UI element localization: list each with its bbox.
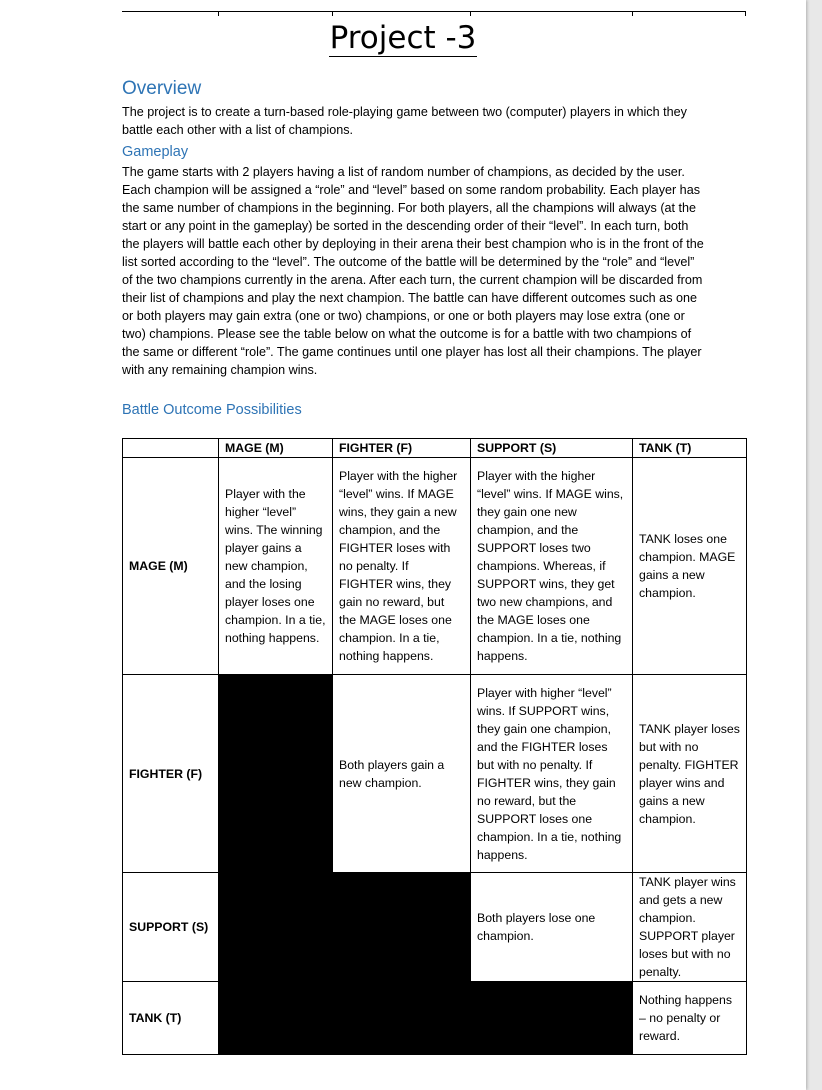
table-row-support [123,873,747,982]
table-header-row [123,439,747,458]
cell-tank-vs-mage-blank [219,982,333,1055]
document-title [0,18,806,58]
cell-support-vs-fighter-blank [333,873,471,982]
cell-mage-vs-mage: Player with the higher “level” wins. The winning player gains a new champion, and the losing player loses one champion. In a tie, nothing happens. [219,458,333,675]
gameplay-heading: Gameplay [122,144,189,160]
cell-mage-vs-tank: TANK loses one champion. MAGE gains a new champion. [633,458,747,675]
table-row-mage [123,458,747,675]
cell-fighter-vs-mage-blank [219,675,333,873]
cell-support-vs-support: Both players lose one champion. [471,873,633,982]
battle-outcome-table [122,438,747,1055]
cell-fighter-vs-fighter: Both players gain a new champion. [333,675,471,873]
row-header-tank: TANK (T) [123,982,219,1055]
column-header-support: SUPPORT (S) [471,439,633,458]
gameplay-paragraph: The game starts with 2 players having a list of random number of champions, as decided by the user. Each champion will be assigned a “role” and “level” based on some random probability. Each player has the same number of champions in the beginning. For both players, all the champions will always (at the start or any point in the gameplay) be sorted in the descending order of their “level”. In each turn, both the players will battle each other by deploying in their arena their best champion who is in the front of the list sorted according to the “level”. The outcome of the battle will be determined by the “role” and “level” of the two champions currently in the arena. After each turn, the current champion will be discarded from their list of champions and play the next champion. The battle can have different outcomes such as one or both players may gain extra (one or two) champions, or one or both players may lose extra (one or two) champions. Please see the table below on what the outcome is for a battle with two champions of the same or different “role”. The game continues until one player has lost all their champions. The player with any remaining champion wins. [122,165,704,377]
table-row-tank [123,982,747,1055]
cell-fighter-vs-support: Player with higher “level” wins. If SUPPORT wins, they gain one champion, and the FIGHTER loses but with no penalty. If FIGHTER wins, they gain no reward, but the SUPPORT loses one champion. In a tie, nothing happens. [471,675,633,873]
cell-fighter-vs-tank: TANK player loses but with no penalty. FIGHTER player wins and gains a new champion. [633,675,747,873]
top-border-line [122,11,746,12]
page-gutter [806,0,822,1090]
cell-mage-vs-support: Player with the higher “level” wins. If MAGE wins, they gain one new champion, and the SUPPORT loses two champions. Whereas, if SUPPORT wins, they get two new champions, and the MAGE loses one champion. In a tie, nothing happens. [471,458,633,675]
cell-mage-vs-fighter: Player with the higher “level” wins. If MAGE wins, they gain a new champion, and the FIGHTER loses with no penalty. If FIGHTER wins, they gain no reward, but the MAGE loses one champion. In a tie, nothing happens. [333,458,471,675]
column-header-mage: MAGE (M) [219,439,333,458]
table-corner-cell [123,439,219,458]
cell-tank-vs-fighter-blank [333,982,471,1055]
table-row-fighter [123,675,747,873]
column-header-tank: TANK (T) [633,439,747,458]
overview-paragraph: The project is to create a turn-based role-playing game between two (computer) players in which they battle each other with a list of champions. [122,105,687,137]
row-header-support: SUPPORT (S) [123,873,219,982]
cell-tank-vs-tank: Nothing happens – no penalty or reward. [633,982,747,1055]
row-header-mage: MAGE (M) [123,458,219,675]
cell-support-vs-tank: TANK player wins and gets a new champion. SUPPORT player loses but with no penalty. [633,873,747,982]
cell-tank-vs-support-blank [471,982,633,1055]
row-header-fighter: FIGHTER (F) [123,675,219,873]
cell-support-vs-mage-blank [219,873,333,982]
overview-heading: Overview [122,78,202,99]
column-header-fighter: FIGHTER (F) [333,439,471,458]
battle-outcome-heading: Battle Outcome Possibilities [122,402,302,418]
document-title-text: Project -3 [329,20,477,56]
